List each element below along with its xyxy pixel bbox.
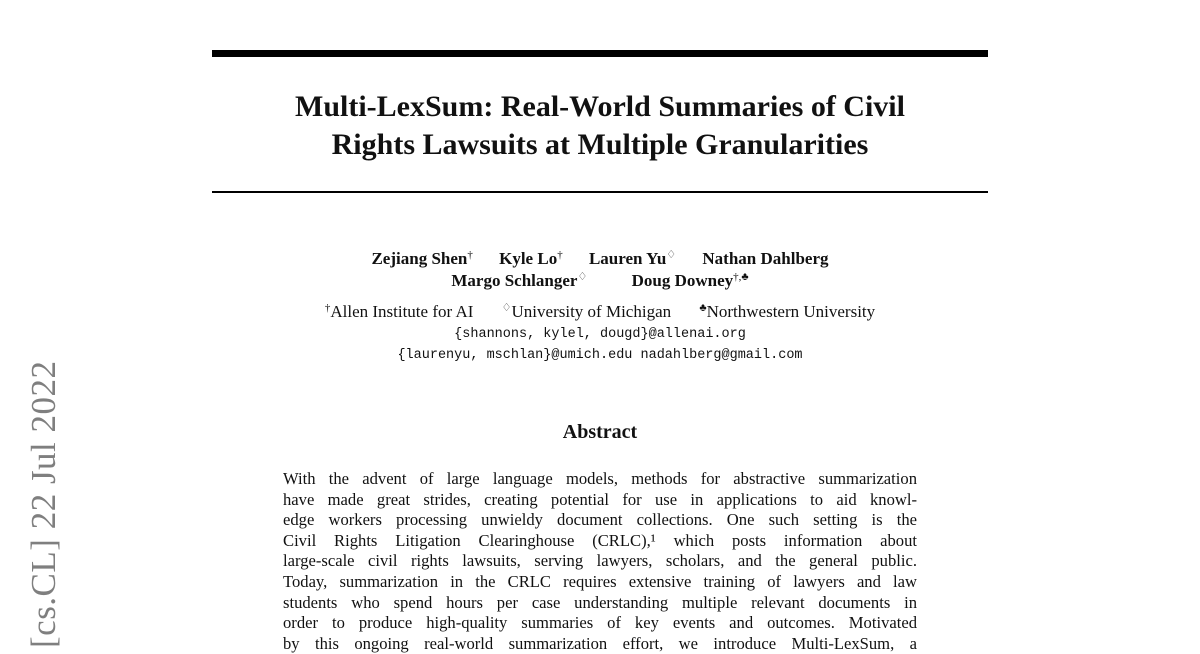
emails [212, 324, 988, 366]
top-rule [212, 50, 988, 57]
abstract-line: students who spend hours per case understanding multiple relevant documents in [283, 592, 917, 612]
email-line: {shannons, kylel, dougd}@allenai.org [454, 327, 746, 342]
abstract-line: have made great strides, creating potential for use in applications to aid knowl- [283, 489, 917, 509]
paper-title [212, 88, 988, 164]
author: Zejiang Shen† [371, 249, 473, 268]
author: Kyle Lo† [499, 249, 563, 268]
author: Nathan Dahlberg [702, 249, 829, 268]
abstract-line: Today, summarization in the CRLC requires extensive training of lawyers and law [283, 571, 917, 591]
abstract-body [283, 469, 917, 654]
abstract-heading: Abstract [562, 421, 638, 443]
author: Lauren Yu♢ [588, 249, 677, 268]
abstract-line: With the advent of large language models, methods for abstractive summarization [283, 469, 917, 488]
author-list [212, 248, 988, 292]
author: Margo Schlanger♢ [451, 271, 588, 290]
abstract-line: large-scale civil rights lawsuits, serving lawyers, scholars, and the general public. [283, 551, 917, 571]
title-line: Multi-LexSum: Real-World Summaries of Civil [295, 90, 905, 123]
email-line: {laurenyu, mschlan}@umich.edu nadahlberg@gmail.com [397, 348, 803, 363]
abstract-line: Civil Rights Litigation Clearinghouse (CRLC),¹ which posts information about [283, 530, 917, 550]
abstract-line: edge workers processing unwieldy document collections. One such setting is the [283, 510, 917, 530]
affiliation: ♢University of Michigan [501, 302, 672, 321]
title-line: Rights Lawsuits at Multiple Granularities [331, 128, 869, 161]
author: Doug Downey†,♣ [631, 271, 749, 290]
affiliation: †Allen Institute for AI [324, 302, 474, 321]
affiliations [212, 301, 988, 323]
abstract-line: order to produce high-quality summaries of key events and outcomes. Motivated [283, 613, 917, 633]
arxiv-stamp: [cs.CL] 22 Jul 2022 [24, 360, 63, 648]
title-rule [212, 191, 988, 193]
affiliation: ♣Northwestern University [699, 302, 876, 321]
abstract-line: by this ongoing real-world summarization effort, we introduce Multi-LexSum, a [283, 633, 917, 653]
